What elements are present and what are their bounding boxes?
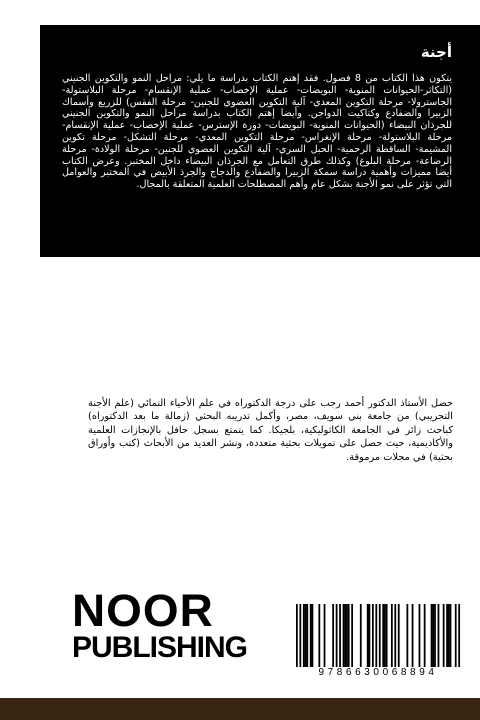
- barcode-bar: [384, 604, 386, 668]
- barcode-bar: [318, 604, 320, 668]
- barcode-bar: [434, 604, 436, 668]
- barcode-bar: [443, 604, 445, 668]
- barcode-bar: [351, 604, 353, 668]
- barcode-bar: [339, 604, 341, 668]
- barcode-bar: [343, 604, 345, 668]
- barcode-bar: [303, 604, 305, 668]
- barcode-bar: [398, 604, 400, 668]
- barcode-bar: [424, 604, 426, 668]
- barcode-bar: [299, 604, 301, 674]
- barcode-bar: [455, 604, 457, 674]
- barcode-bar: [306, 604, 308, 668]
- barcode-bar: [458, 604, 460, 674]
- barcode-bar: [438, 604, 440, 668]
- barcode-bar: [367, 604, 369, 668]
- publisher-logo-line1: NOOR: [72, 585, 214, 636]
- publisher-logo-line2: PUBLISHING: [72, 631, 248, 664]
- barcode-bar: [446, 604, 448, 668]
- barcode-bar: [360, 604, 362, 668]
- barcode-bar: [332, 604, 334, 668]
- barcode-bar: [419, 604, 421, 668]
- barcode-bar: [310, 604, 312, 668]
- barcode-bar: [348, 604, 350, 668]
- barcode-bars: [292, 604, 464, 674]
- barcode-bar: [448, 604, 450, 668]
- barcode-bar: [336, 604, 338, 668]
- barcode-bar: [432, 604, 434, 668]
- barcode-bar: [346, 604, 348, 668]
- barcode-bar: [379, 604, 381, 674]
- book-synopsis: يتكون هذا الكتاب من 8 فصول. فقد إهتم الكتاب بدراسة ما يلي: مراحل النمو والتكوين الجنيني (التكاثر-الحيوانات المنوية- البويضات- عملية الإخصاب- عملية الإنقسام- مرحلة البلاستولة- الجاسترولا- مرحلة التكوين المعدي- آلية التكوين العضوي للجنين- مرحلة الفقس) للزريع وأسماك الزبيرا والضفادع وكتاكيت الدواجن. وأيضا إهتم الكتاب بدراسة مراحل النمو والتكوين الجنيني للجرذان البيضاء (الحيوانات المنوية- البويضات- دورة الإسترس- عملية الإخصاب- عملية الإنقسام- مرحلة البلاستولة- مرحلة الإنغراس- مرحلة التكوين المعدي- مرحلة التشكل- مرحلة تكوين المشيمة- الساقطة الرحمية- الحبل السري- آلية التكوين العضوي للجنين- مرحلة الولادة- مرحلة الرضاعة- مرحلة البلوغ) وكذلك طرق التعامل مع الجرذان البيضاء داخل المختبر. وعرض الكتاب أيضا مميزات وأهمية دراسة سمكة الزبيرا والضفادع والدجاج والجرذ الأبيض في المختبر والعوامل التي تؤثر على نمو الأجنة بشكل عام وأهم المصطلحات العلمية المتعلقة بالمجال.: [62, 73, 452, 191]
- barcode-bar: [386, 604, 388, 668]
- isbn-barcode: [292, 604, 464, 684]
- barcode-bar: [344, 604, 346, 668]
- barcode-bar: [431, 604, 433, 668]
- barcode-bar: [406, 604, 408, 668]
- barcode-bar: [394, 604, 396, 668]
- barcode-bar: [391, 604, 393, 668]
- barcode-bar: [369, 604, 371, 668]
- synopsis-panel: [40, 25, 480, 257]
- barcode-bar: [324, 604, 326, 668]
- bottom-color-bar: [0, 698, 480, 720]
- publisher-logo: [72, 585, 248, 664]
- barcode-bar: [296, 604, 298, 674]
- barcode-bar: [375, 604, 377, 674]
- barcode-bar: [305, 604, 307, 668]
- barcode-bar: [382, 604, 384, 668]
- barcode-bar: [450, 604, 452, 668]
- barcode-bar: [312, 604, 314, 668]
- author-bio: حصل الأستاذ الدكتور أحمد رجب على درجة الدكتوراه في علم الأحياء النمائي (علم الأجنة التجريبي) من جامعة بني سويف، مصر، وأكمل تدريبه البحثي (زمالة ما بعد الدكتوراه) كباحث زائر في الجامعة الكاثوليكية، بلجيكا. كما يتمتع بسجل حافل بالإنجازات العلمية والأكاديمية، حيث حصل على تمويلات بحثية متعددة، ونشر العديد من الأبحاث (كتب وأوراق بحثية) في مجلات مرموقة.: [88, 398, 453, 463]
- isbn-number: 9786630068894: [292, 667, 464, 679]
- barcode-bar: [372, 604, 374, 668]
- barcode-bar: [412, 604, 414, 668]
- book-title: أجنة: [420, 43, 452, 61]
